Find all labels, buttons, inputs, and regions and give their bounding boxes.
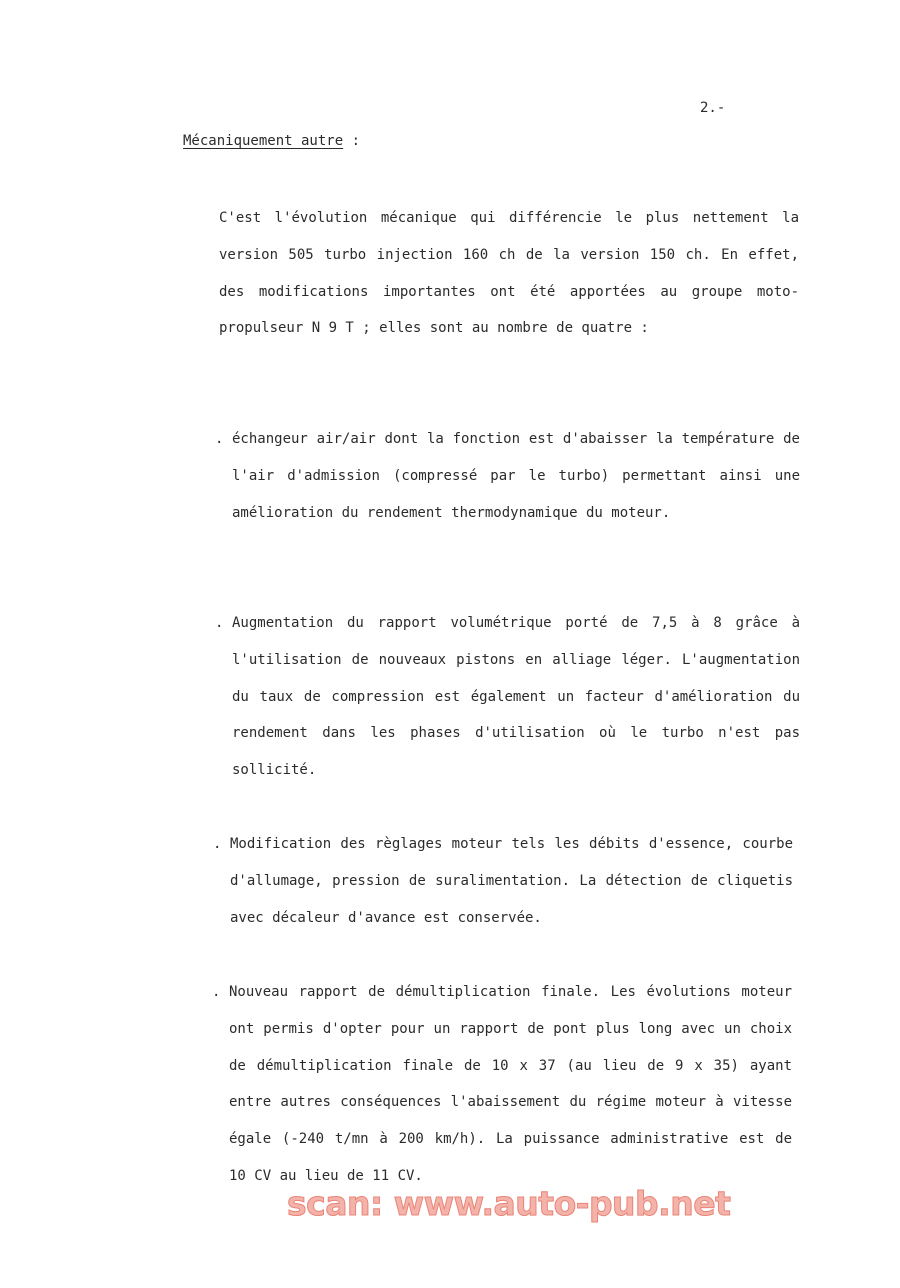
section-heading-text: Mécaniquement autre <box>183 133 344 149</box>
bullet-text: échangeur air/air dont la fonction est d'abaisser la température de l'air d'admission (compressé par le turbo) permettant ainsi une amélioration du rendement thermodynamique du moteur. <box>232 431 800 521</box>
scan-watermark: scan: www.auto-pub.net <box>287 1184 731 1223</box>
bullet-item-engine-settings <box>213 826 793 936</box>
intro-paragraph: C'est l'évolution mécanique qui différencie le plus nettement la version 505 turbo injection 160 ch de la version 150 ch. En effet, des modifications importantes ont été apportées au groupe moto-propulseur N 9 T ; elles sont au nombre de quatre : <box>219 210 799 337</box>
bullet-item-compression-ratio <box>215 605 800 789</box>
section-heading <box>183 133 360 149</box>
bullet-item-exchanger <box>215 421 800 531</box>
bullet-marker: . <box>215 431 224 447</box>
bullet-item-final-drive <box>212 974 792 1195</box>
bullet-marker: . <box>213 836 222 852</box>
bullet-text: Modification des règlages moteur tels les débits d'essence, courbe d'allumage, pression de suralimentation. La détection de cliquetis avec décaleur d'avance est conservée. <box>230 836 793 926</box>
section-heading-suffix: : <box>343 133 361 149</box>
bullet-marker: . <box>215 615 224 631</box>
bullet-text: Augmentation du rapport volumétrique porté de 7,5 à 8 grâce à l'utilisation de nouveaux pistons en alliage léger. L'augmentation du taux de compression est également un facteur d'amélioration du rendement dans les phases d'utilisation où le turbo n'est pas sollicité. <box>232 615 800 779</box>
page-number: 2.- <box>700 100 726 116</box>
bullet-marker: . <box>212 984 221 1000</box>
bullet-text: Nouveau rapport de démultiplication finale. Les évolutions moteur ont permis d'opter pour un rapport de pont plus long avec un choix de démultiplication finale de 10 x 37 (au lieu de 9 x 35) ayant entre autres conséquences l'abaissement du régime moteur à vitesse égale (-240 t/mn à 200 km/h). La puissance administrative est de 10 CV au lieu de 11 CV. <box>229 984 792 1184</box>
